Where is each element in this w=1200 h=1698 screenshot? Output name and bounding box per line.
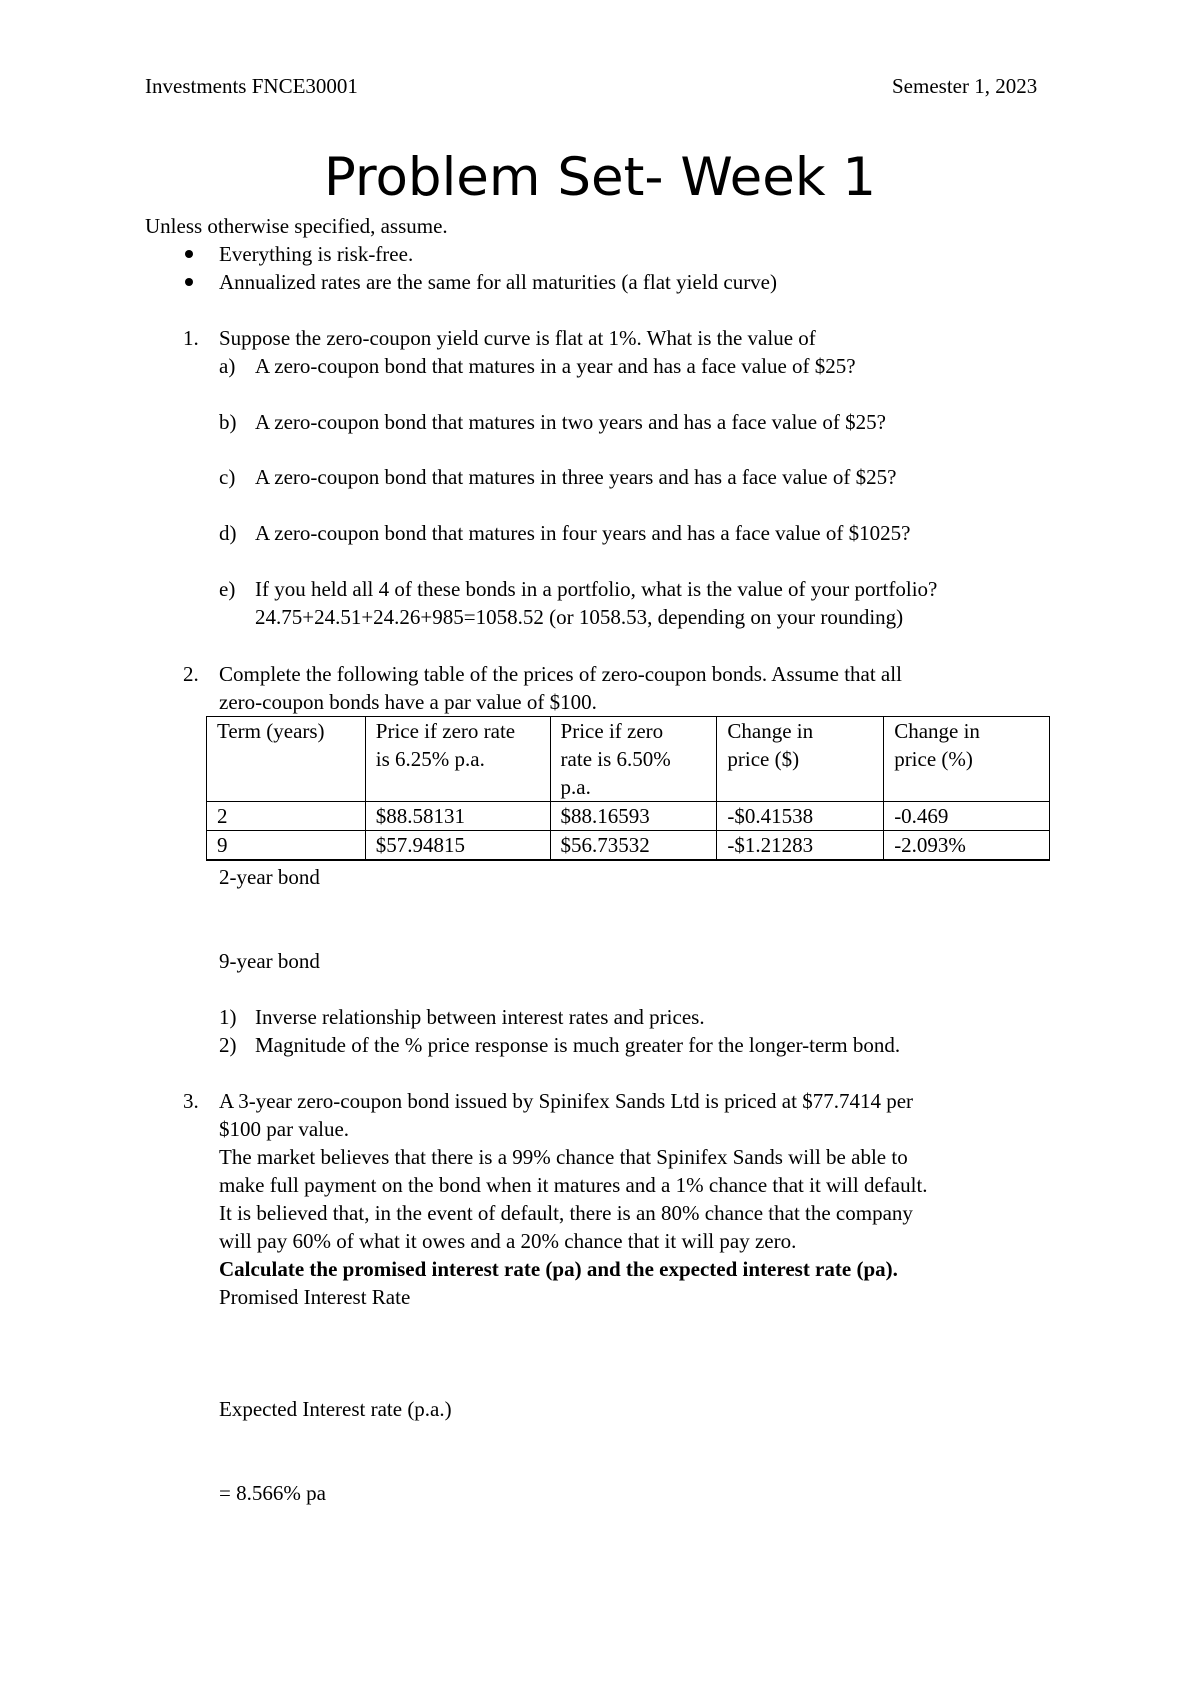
q3-number: 3. xyxy=(183,1089,199,1113)
cell-change-dollar: -$1.21283 xyxy=(717,831,884,861)
cell-term: 2 xyxy=(207,802,366,831)
q1b-label: b) xyxy=(219,410,237,434)
q3-line-3: The market believes that there is a 99% chance that Spinifex Sands will be able to xyxy=(219,1145,908,1169)
q2-nine-year-label: 9-year bond xyxy=(219,949,320,973)
cell-price-650: $88.16593 xyxy=(550,802,717,831)
bullet-icon xyxy=(185,250,193,258)
q1e-answer: 24.75+24.51+24.26+985=1058.52 (or 1058.53, depending on your rounding) xyxy=(255,605,904,629)
q3-line-4: make full payment on the bond when it matures and a 1% chance that it will default. xyxy=(219,1173,928,1197)
q1a-text: A zero-coupon bond that matures in a year and has a face value of $25? xyxy=(255,354,856,378)
header-change-dollar: Change in price ($) xyxy=(717,717,884,802)
q1d-text: A zero-coupon bond that matures in four years and has a face value of $1025? xyxy=(255,521,911,545)
q1c-text: A zero-coupon bond that matures in three years and has a face value of $25? xyxy=(255,465,897,489)
q3-promised-label: Promised Interest Rate xyxy=(219,1285,411,1309)
q1-number: 1. xyxy=(183,326,199,350)
bullet-icon xyxy=(185,278,193,286)
q1e-text: If you held all 4 of these bonds in a portfolio, what is the value of your portfolio? xyxy=(255,577,938,601)
q3-line-1: A 3-year zero-coupon bond issued by Spinifex Sands Ltd is priced at $77.7414 per xyxy=(219,1089,914,1113)
q1d-label: d) xyxy=(219,521,237,545)
header-price-650: Price if zero rate is 6.50% p.a. xyxy=(550,717,717,802)
header-course: Investments FNCE30001 xyxy=(145,74,358,98)
q2-point-2-text: Magnitude of the % price response is much greater for the longer-term bond. xyxy=(255,1033,901,1057)
q1-text: Suppose the zero-coupon yield curve is flat at 1%. What is the value of xyxy=(219,326,816,350)
q2-text-line2: zero-coupon bonds have a par value of $100. xyxy=(219,690,597,714)
intro-bullet-2: Annualized rates are the same for all maturities (a flat yield curve) xyxy=(219,270,777,294)
cell-change-percent: -2.093% xyxy=(884,831,1050,861)
header-change-percent: Change in price (%) xyxy=(884,717,1050,802)
bond-price-table xyxy=(206,716,1050,861)
q3-instruction: Calculate the promised interest rate (pa) and the expected interest rate (pa). xyxy=(219,1257,898,1281)
q2-point-1-text: Inverse relationship between interest rates and prices. xyxy=(255,1005,705,1029)
cell-price-625: $88.58131 xyxy=(365,802,550,831)
q3-expected-answer: = 8.566% pa xyxy=(219,1481,326,1505)
header-semester: Semester 1, 2023 xyxy=(892,74,1038,98)
q1c-label: c) xyxy=(219,465,236,489)
q1b-text: A zero-coupon bond that matures in two years and has a face value of $25? xyxy=(255,410,886,434)
q3-line-2: $100 par value. xyxy=(219,1117,350,1141)
intro-text: Unless otherwise specified, assume. xyxy=(145,214,448,238)
q3-line-6: will pay 60% of what it owes and a 20% chance that it will pay zero. xyxy=(219,1229,797,1253)
q3-line-5: It is believed that, in the event of default, there is an 80% chance that the company xyxy=(219,1201,913,1225)
q2-number: 2. xyxy=(183,662,199,686)
q3-expected-label: Expected Interest rate (p.a.) xyxy=(219,1397,452,1421)
page-title: Problem Set- Week 1 xyxy=(323,147,877,208)
cell-change-dollar: -$0.41538 xyxy=(717,802,884,831)
q2-two-year-label: 2-year bond xyxy=(219,865,320,889)
q1e-label: e) xyxy=(219,577,236,601)
header-price-625: Price if zero rate is 6.25% p.a. xyxy=(365,717,550,802)
table-row xyxy=(207,802,1050,831)
q2-text-line1: Complete the following table of the prices of zero-coupon bonds. Assume that all xyxy=(219,662,902,686)
q2-point-2-label: 2) xyxy=(219,1033,237,1057)
q2-point-1-label: 1) xyxy=(219,1005,237,1029)
cell-price-625: $57.94815 xyxy=(365,831,550,861)
cell-term: 9 xyxy=(207,831,366,861)
table-row xyxy=(207,831,1050,861)
q1a-label: a) xyxy=(219,354,236,378)
cell-change-percent: -0.469 xyxy=(884,802,1050,831)
intro-bullet-1: Everything is risk-free. xyxy=(219,242,414,266)
header-term: Term (years) xyxy=(207,717,366,802)
cell-price-650: $56.73532 xyxy=(550,831,717,861)
table-header-row xyxy=(207,717,1050,802)
